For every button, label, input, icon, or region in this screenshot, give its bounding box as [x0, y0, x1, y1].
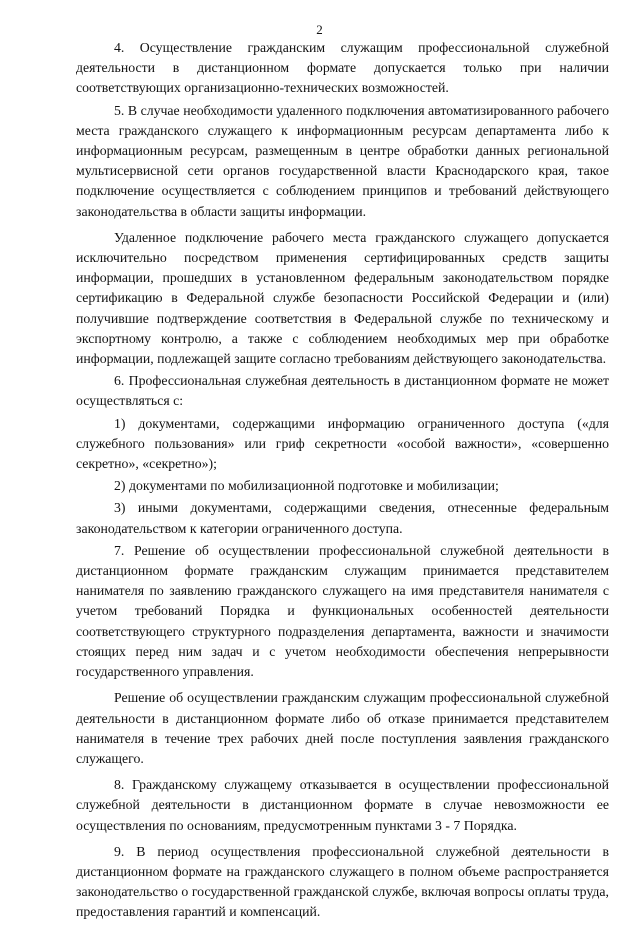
paragraph-clause-9: 9. В период осуществления профессиональной служебной деятельности в дистанционном формате на гражданского служащего в полном объеме распространяется законодательство о государственной гражданской службе, включая вопросы оплаты труда, предоставления гарантий и компенсаций. [76, 843, 609, 920]
paragraph-clause-6-item-2: 2) документами по мобилизационной подготовке и мобилизации; [114, 478, 499, 494]
page-number: 2 [316, 22, 323, 37]
document-body [76, 38, 609, 925]
paragraph-clause-4: 4. Осуществление гражданским служащим профессиональной служебной деятельности в дистанционном формате допускается только при наличии соответствующих организационно-технических возможностей. [76, 40, 609, 96]
paragraph-clause-6-item-1: 1) документами, содержащими информацию ограниченного доступа («для служебного пользования» или гриф секретности «особой важности», «совершенно секретно», «секретно»); [76, 415, 609, 472]
paragraph-clause-8: 8. Гражданскому служащему отказывается в осуществлении профессиональной служебной деятельности в дистанционном формате в случае невозможности ее осуществления по основаниям, предусмотренным пунктами 3 - 7 Порядка. [76, 777, 609, 833]
paragraph-clause-6: 6. Профессиональная служебная деятельность в дистанционном формате не может осуществляться с: [76, 373, 609, 409]
paragraph-remote-connection: Удаленное подключение рабочего места гражданского служащего допускается исключительно посредством применения сертифицированных средств защиты информации, прошедших в установленном федеральным законодательством порядке сертификацию в Федеральной службе безопасности Российской Федерации и (или) получившие подтверждение соответствия в Федеральной службе по техническому и экспортному контролю, а также с соблюдением необходимых мер при обработке информации, подлежащей защите согласно требованиям действующего законодательства. [76, 229, 609, 367]
paragraph-clause-7: 7. Решение об осуществлении профессиональной служебной деятельности в дистанционном формате гражданским служащим принимается представителем нанимателя по заявлению гражданского служащего на имя представителя нанимателя с учетом требований Порядка и функциональных особенностей деятельности соответствующего структурного подразделения департамента, важности и значимости стоящих перед ним задач и с учетом необходимости обеспечения непрерывности государственного управления. [76, 542, 609, 680]
paragraph-clause-6-item-3: 3) иными документами, содержащими сведения, отнесенные федеральным законодательством к категории ограниченного доступа. [76, 500, 609, 536]
paragraph-clause-5: 5. В случае необходимости удаленного подключения автоматизированного рабочего места гражданского служащего к информационным ресурсам департамента либо к информационным ресурсам, размещенным в центре обработки данных региональной мультисервисной сети органов государственной власти Краснодарского края, такое подключение осуществляется с соблюдением принципов и требований действующего законодательства в области защиты информации. [76, 102, 609, 219]
paragraph-decision: Решение об осуществлении гражданским служащим профессиональной служебной деятельности в дистанционном формате либо об отказе принимается представителем нанимателя в течение трех рабочих дней после поступления заявления гражданского служащего. [76, 690, 609, 766]
